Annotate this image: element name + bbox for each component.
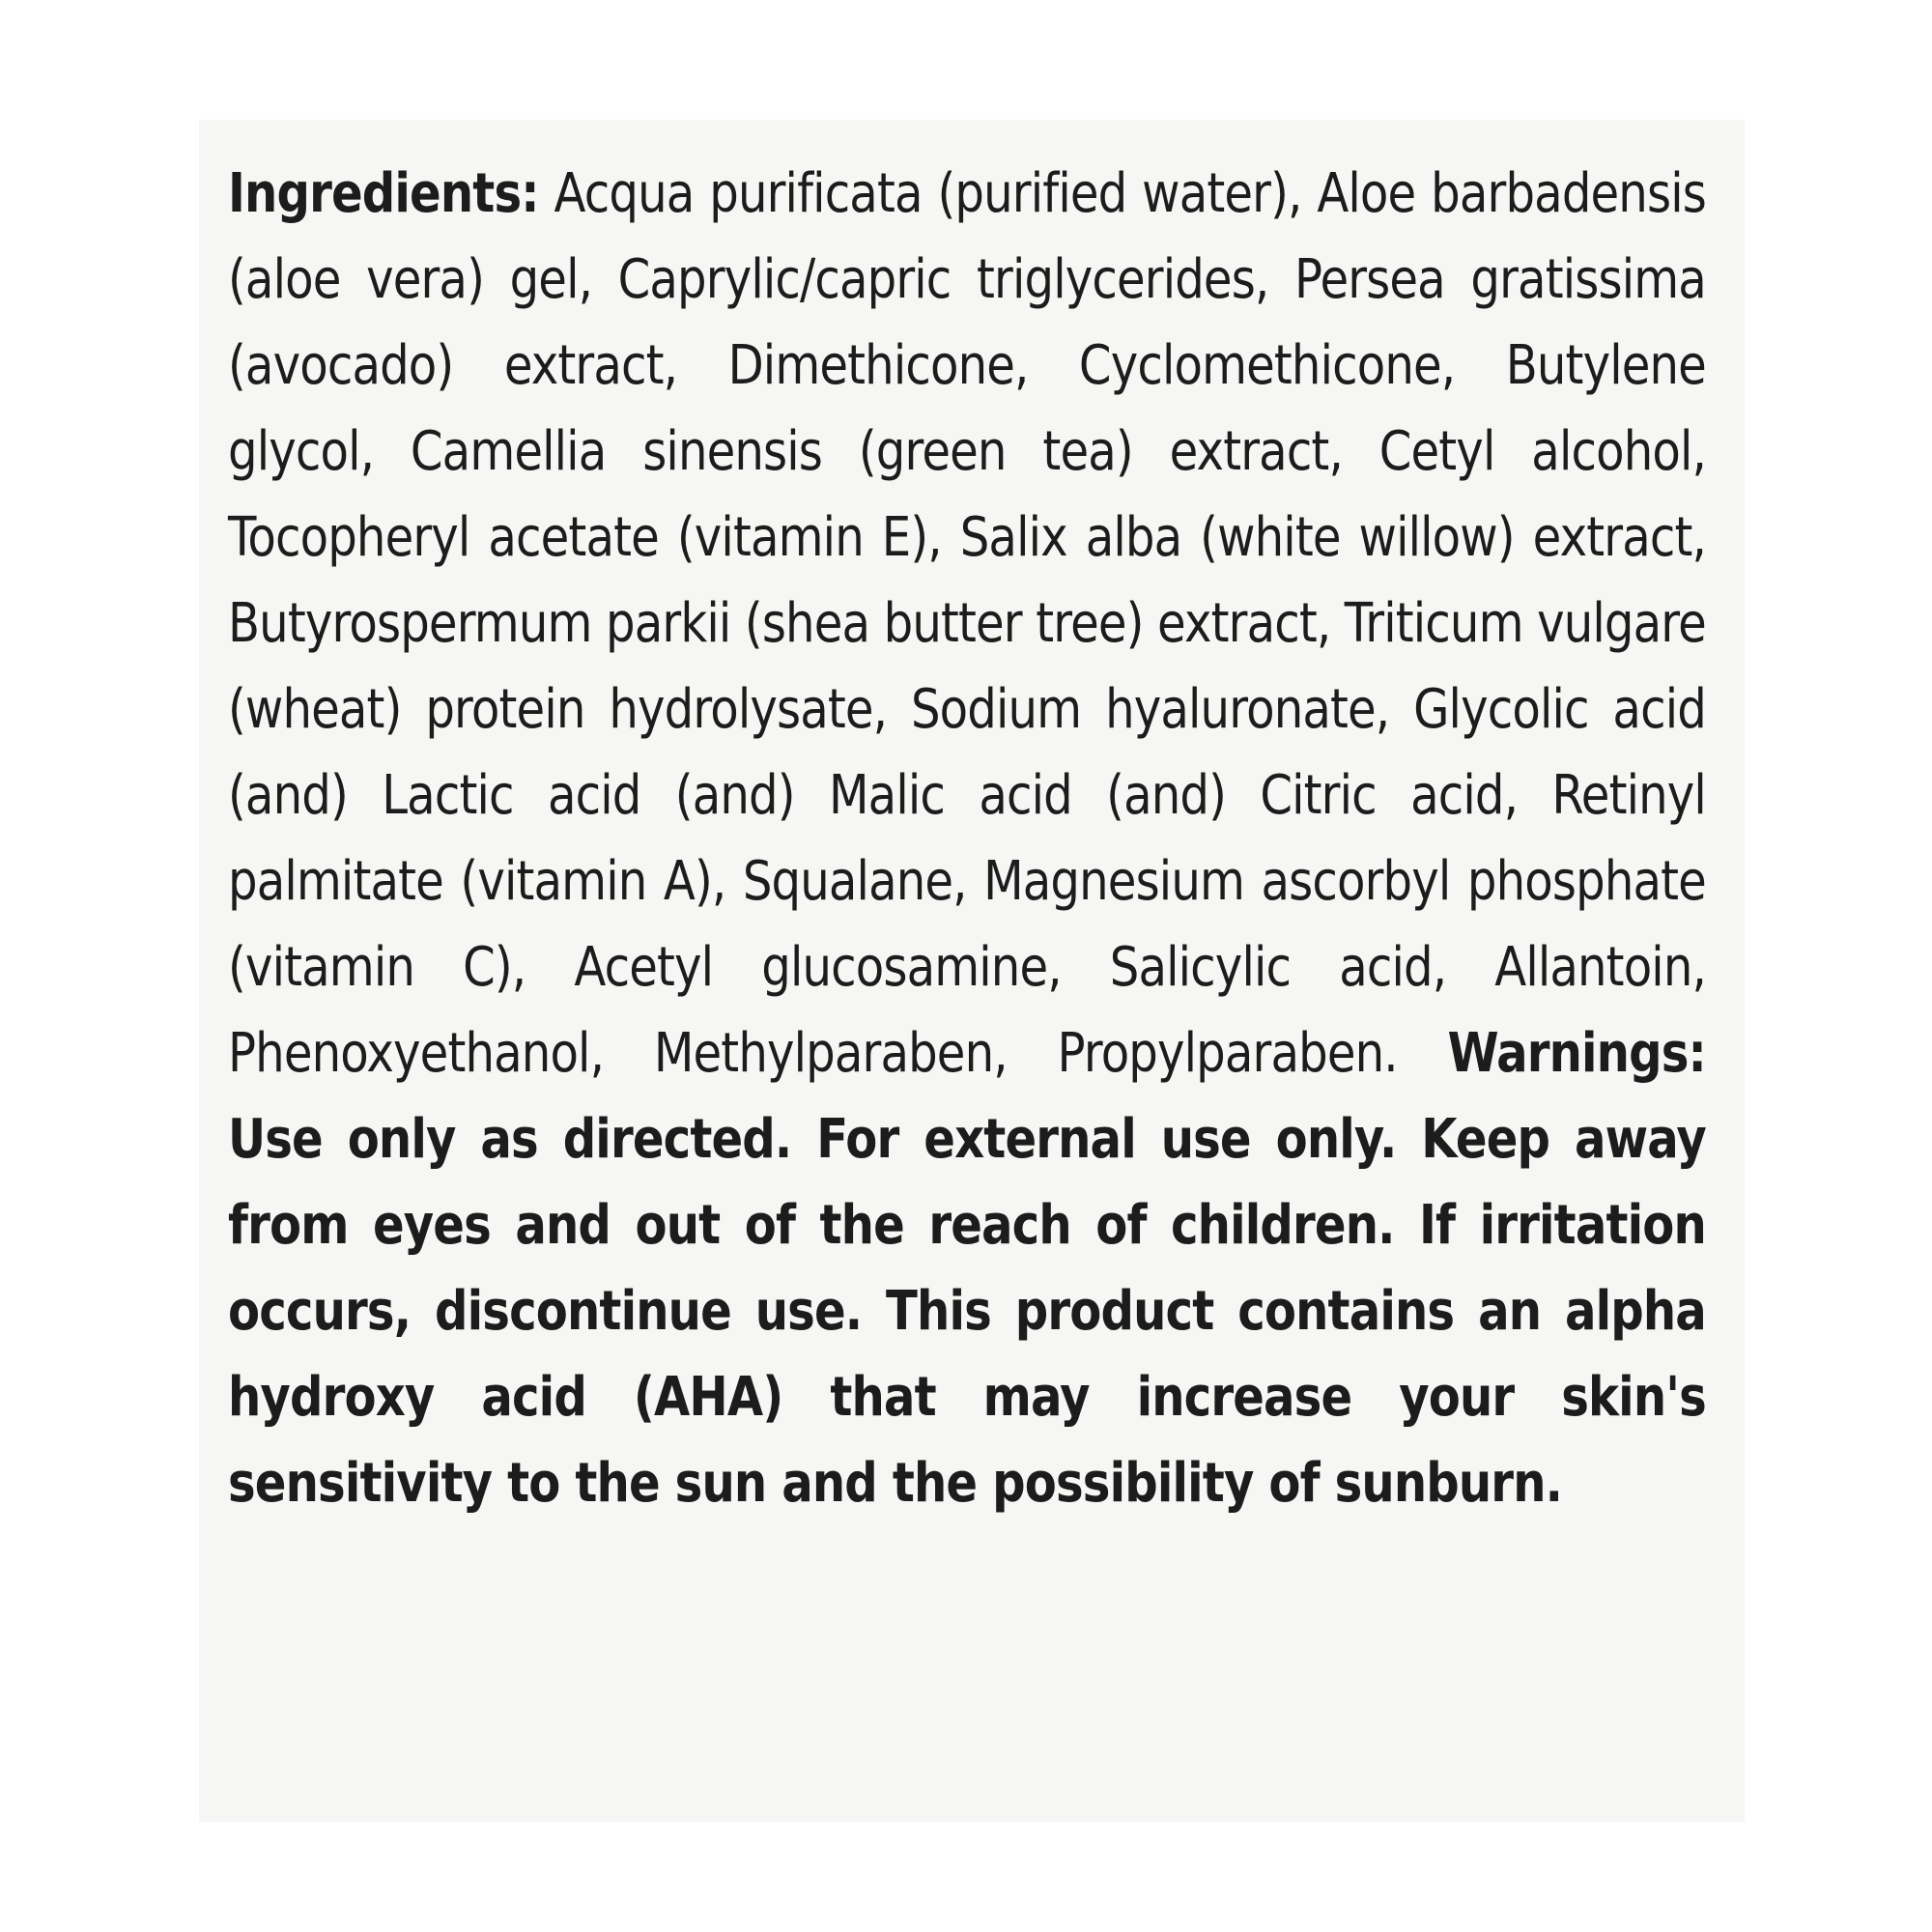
label-panel [199,120,1745,1822]
label-paragraph [228,151,1706,1526]
warnings-heading: Warnings: [1447,1022,1706,1085]
ingredients-heading: Ingredients: [228,162,539,225]
warnings-text: Use only as directed. For external use only. Keep away from eyes and out of the reach of children. If irritation occurs, discontinue use. This product contains an alpha hydroxy acid (AHA) that may increase your skin's sensitivity to the sun and the possibility of sunburn. [228,1108,1706,1515]
ingredients-list: Acqua purificata (purified water), Aloe barbadensis (aloe vera) gel, Caprylic/capric triglycerides, Persea gratissima (avocado) extract, Dimethicone, Cyclomethicone, Butylene glycol, Camellia sinensis (green tea) extract, Cetyl alcohol, Tocopheryl acetate (vitamin E), Salix alba (white willow) extract, Butyrospermum parkii (shea butter tree) extract, Triticum vulgare (wheat) protein hydrolysate, Sodium hyaluronate, Glycolic acid (and) Lactic acid (and) Malic acid (and) Citric acid, Retinyl palmitate (vitamin A), Squalane, Magnesium ascorbyl phosphate (vitamin C), Acetyl glucosamine, Salicylic acid, Allantoin, Phenoxyethanol, Methylparaben, Propylparaben. [228,162,1706,1085]
